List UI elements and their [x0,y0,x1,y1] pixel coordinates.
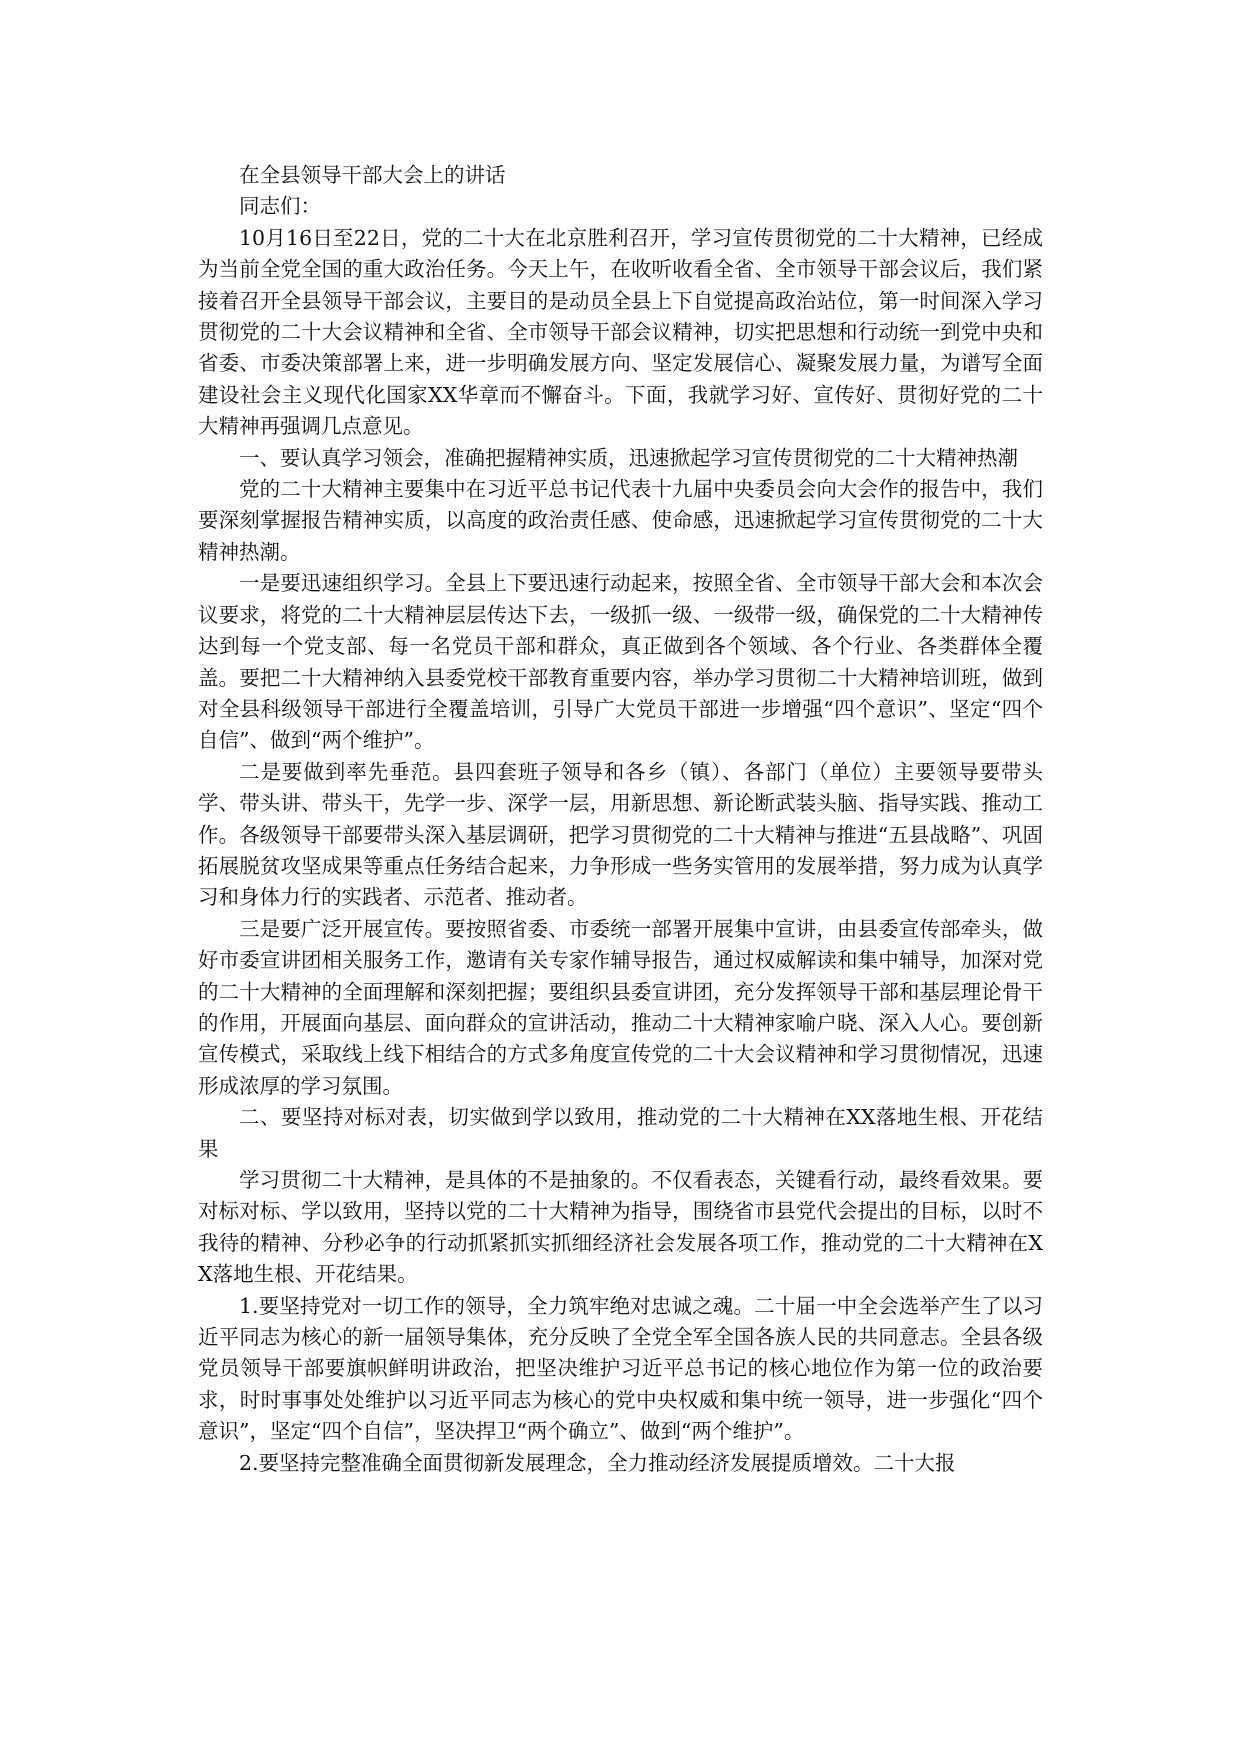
paragraph: 二是要做到率先垂范。县四套班子领导和各乡（镇）、各部门（单位）主要领导要带头学、带头讲、带头干，先学一步、深学一层，用新思想、新论断武装头脑、指导实践、推动工作。各级领导干部要带头深入基层调研，把学习贯彻党的二十大精神与推进“五县战略”、巩固拓展脱贫攻坚成果等重点任务结合起来，力争形成一些务实管用的发展举措，努力成为认真学习和身体力行的实践者、示范者、推动者。 [198,759,1043,910]
document-title: 在全县领导干部大会上的讲话 [239,163,506,187]
paragraph: 1.要坚持党对一切工作的领导，全力筑牢绝对忠诚之魂。二十届一中全会选举产生了以习近平同志为核心的新一届领导集体，充分反映了全党全军全国各族人民的共同意志。全县各级党员领导干部要旗帜鲜明讲政治，把坚决维护习近平总书记的核心地位作为第一位的政治要求，时时事事处处维护以习近平同志为核心的党中央权威和集中统一领导，进一步强化“四个意识”，坚定“四个自信”，坚决捍卫“两个确立”、做到“两个维护”。 [198,1293,1043,1444]
section-heading-2: 二、要坚持对标对表，切实做到学以致用，推动党的二十大精神在XX落地生根、开花结果 [198,1105,1043,1161]
paragraph: 一是要迅速组织学习。全县上下要迅速行动起来，按照全省、全市领导干部大会和本次会议要求，将党的二十大精神层层传达下去，一级抓一级、一级带一级，确保党的二十大精神传达到每一个党支部、每一名党员干部和群众，真正做到各个领域、各个行业、各类群体全覆盖。要把二十大精神纳入县委党校干部教育重要内容，举办学习贯彻二十大精神培训班，做到对全县科级领导干部进行全覆盖培训，引导广大党员干部进一步增强“四个意识”、坚定“四个自信”、做到“两个维护”。 [198,571,1043,753]
paragraph: 三是要广泛开展宣传。要按照省委、市委统一部署开展集中宣讲，由县委宣传部牵头，做好市委宣讲团相关服务工作，邀请有关专家作辅导报告，通过权威解读和集中辅导，加深对党的二十大精神的全面理解和深刻把握；要组织县委宣讲团，充分发挥领导干部和基层理论骨干的作用，开展面向基层、面向群众的宣讲活动，推动二十大精神家喻户晓、深入人心。要创新宣传模式，采取线上线下相结合的方式多角度宣传党的二十大会议精神和学习贯彻情况，迅速形成浓厚的学习氛围。 [198,916,1043,1098]
paragraph: 2.要坚持完整准确全面贯彻新发展理念，全力推动经济发展提质增效。二十大报 [239,1450,956,1475]
paragraph: 党的二十大精神主要集中在习近平总书记代表十九届中央委员会向大会作的报告中，我们要深刻掌握报告精神实质，以高度的政治责任感、使命感，迅速掀起学习宣传贯彻党的二十大精神热潮。 [198,477,1043,564]
document-page [198,160,1043,1479]
paragraph-intro: 10月16日至22日，党的二十大在北京胜利召开，学习宣传贯彻党的二十大精神，已经成为当前全党全国的重大政治任务。今天上午，在收听收看全省、全市领导干部会议后，我们紧接着召开全县领导干部会议，主要目的是动员全县上下自觉提高政治站位，第一时间深入学习贯彻党的二十大会议精神和全省、全市领导干部会议精神，切实把思想和行动统一到党中央和省委、市委决策部署上来，进一步明确发展方向、坚定发展信心、凝聚发展力量，为谱写全面建设社会主义现代化国家XX华章而不懈奋斗。下面，我就学习好、宣传好、贯彻好党的二十大精神再强调几点意见。 [198,225,1043,439]
salutation: 同志们： [239,194,321,219]
paragraph: 学习贯彻二十大精神，是具体的不是抽象的。不仅看表态，关键看行动，最终看效果。要对标对标、学以致用，坚持以党的二十大精神为指导，围绕省市县党代会提出的目标，以时不我待的精神、分秒必争的行动抓紧抓实抓细经济社会发展各项工作，推动党的二十大精神在XX落地生根、开花结果。 [198,1168,1043,1287]
section-heading-1: 一、要认真学习领会，准确把握精神实质，迅速掀起学习宣传贯彻党的二十大精神热潮 [239,445,1018,470]
